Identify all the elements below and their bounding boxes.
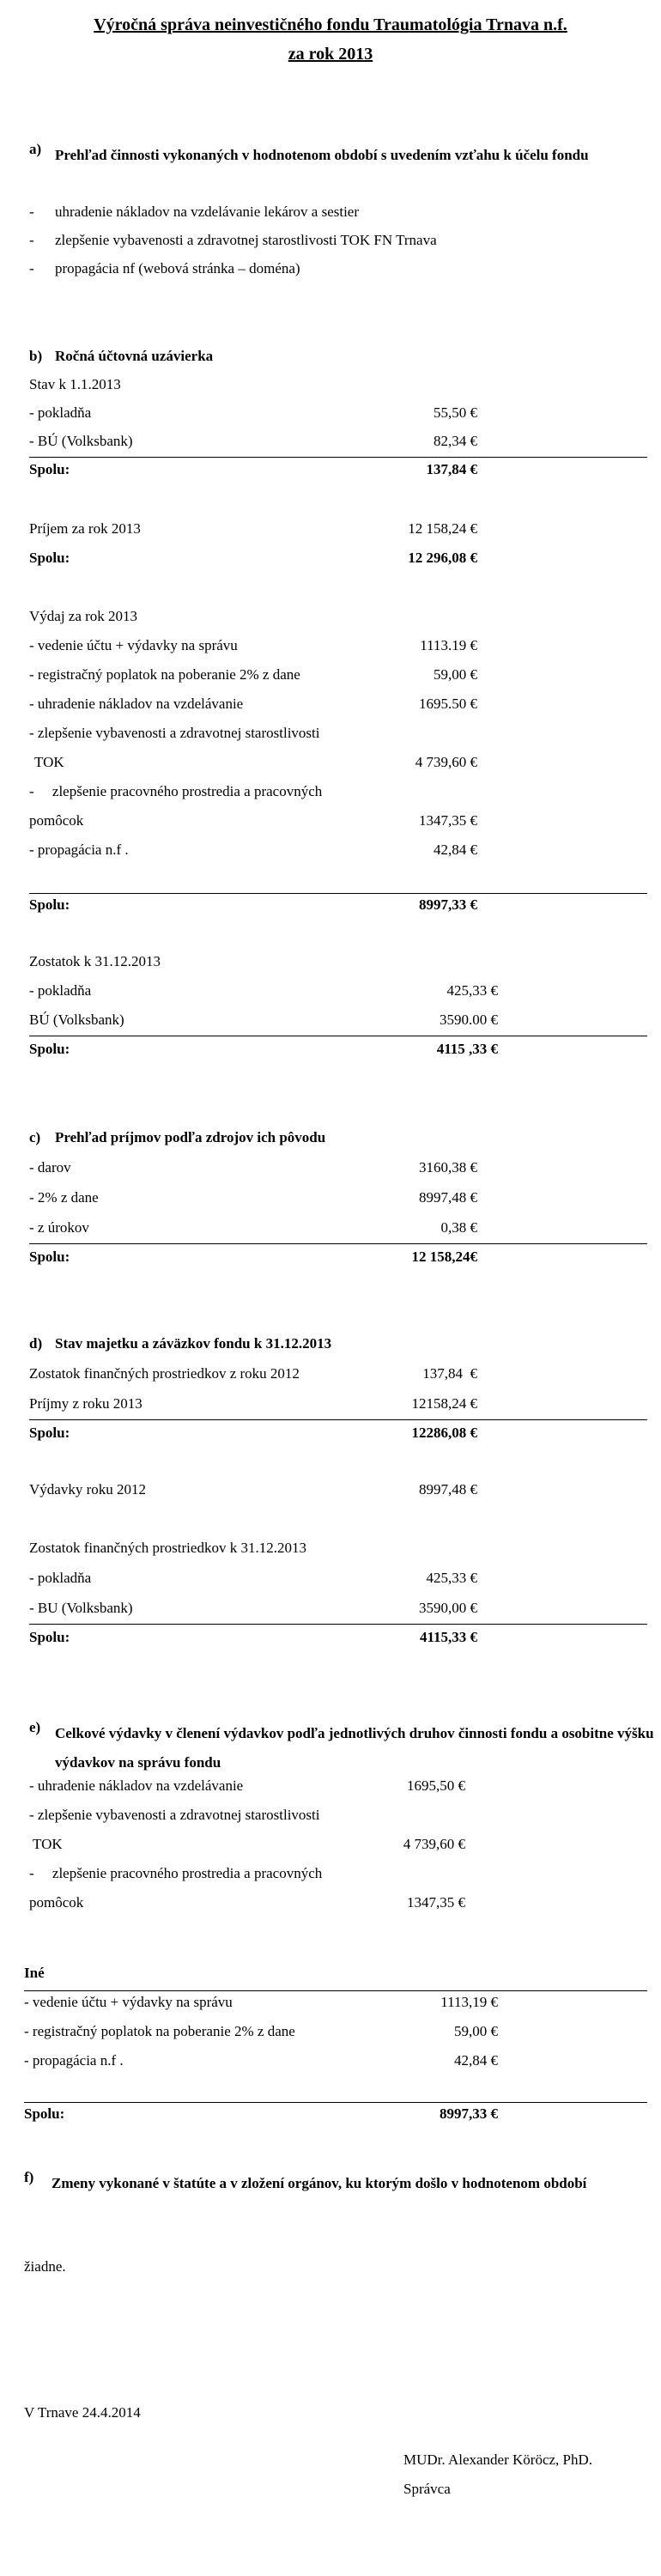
sec-c-letter: c) — [29, 1129, 41, 1145]
spolu-value: 4115 ,33 € — [436, 1041, 498, 1057]
sec-a-letter: a) — [29, 141, 42, 157]
row-label: - uhradenie nákladov na vzdelávanie — [29, 696, 244, 712]
row-value: 0,38 € — [440, 1219, 477, 1236]
row-label: - zlepšenie pracovného prostredia a pracovných — [29, 783, 323, 799]
bullet-dash: - — [29, 260, 34, 276]
sec-a-heading: Prehľad činnosti vykonaných v hodnotenom období s uvedením vzťahu k účelu fondu — [55, 147, 589, 163]
place-date: V Trnave 24.4.2014 — [24, 2404, 141, 2421]
row-label: - pokladňa — [29, 404, 92, 421]
signatory-role: Správca — [403, 2481, 451, 2497]
sec-b-vydaj-title: Výdaj za rok 2013 — [29, 608, 138, 624]
row-label: - registračný poplatok na poberanie 2% z dane — [29, 666, 300, 683]
sec-e-ine-title: Iné — [24, 1965, 45, 1981]
spolu-value: 8997,33 € — [440, 2105, 498, 2122]
spolu-label: Spolu: — [29, 1249, 70, 1265]
document-title-line2: za rok 2013 — [288, 45, 373, 64]
row-label: - 2% z dane — [29, 1189, 99, 1206]
spolu-label: Spolu: — [24, 2105, 65, 2122]
row-value: 4 739,60 € — [415, 754, 477, 770]
row-label: Výdavky roku 2012 — [29, 1481, 146, 1498]
spolu-value: 12286,08 € — [411, 1425, 477, 1441]
sec-b-heading: Ročná účtovná uzávierka — [55, 348, 214, 364]
divider — [29, 457, 647, 458]
row-value: 82,34 € — [434, 433, 477, 449]
spolu-value: 137,84 € — [426, 461, 477, 477]
row-value: 59,00 € — [434, 666, 477, 683]
row-label-cont: pomôcok — [29, 812, 84, 829]
row-label: - BÚ (Volksbank) — [29, 433, 133, 449]
row-label: Príjmy z roku 2013 — [29, 1395, 143, 1412]
spolu-value: 12 296,08 € — [408, 550, 477, 566]
row-label: - uhradenie nákladov na vzdelávanie — [29, 1777, 244, 1794]
row-value: 55,50 € — [434, 404, 477, 421]
signatory-name: MUDr. Alexander Köröcz, PhD. — [403, 2451, 593, 2468]
spolu-label: Spolu: — [29, 550, 70, 566]
sec-a-bullet: uhradenie nákladov na vzdelávanie lekárov a sestier — [55, 204, 360, 220]
row-value: 1347,35 € — [407, 1894, 465, 1911]
spolu-value: 12 158,24€ — [411, 1249, 477, 1265]
spolu-label: Spolu: — [29, 1041, 70, 1057]
spolu-label: Spolu: — [29, 461, 70, 477]
row-value: 12158,24 € — [411, 1395, 477, 1412]
row-value: 1113.19 € — [420, 637, 477, 653]
sec-f-text: žiadne. — [24, 2258, 66, 2275]
row-value: 59,00 € — [454, 2023, 498, 2039]
row-label: - propagácia n.f . — [29, 841, 129, 858]
sec-a-bullet: zlepšenie vybavenosti a zdravotnej starostlivosti TOK FN Trnava — [55, 232, 437, 248]
row-value: 1113,19 € — [440, 1994, 498, 2010]
row-value: 42,84 € — [454, 2052, 498, 2069]
row-label: - zlepšenie pracovného prostredia a pracovných — [29, 1865, 323, 1881]
row-value: 425,33 € — [426, 1570, 477, 1586]
divider — [24, 1990, 647, 1991]
row-value: 8997,48 € — [419, 1481, 477, 1498]
sec-b-stav: Stav k 1.1.2013 — [29, 376, 121, 392]
row-value: 12 158,24 € — [408, 520, 477, 537]
row-value: 8997,48 € — [419, 1189, 477, 1206]
divider — [29, 1624, 647, 1625]
row-label: BÚ (Volksbank) — [29, 1012, 124, 1028]
spolu-label: Spolu: — [29, 1629, 70, 1645]
row-label-cont: TOK — [34, 754, 64, 770]
sec-f-heading: Zmeny vykonané v štatúte a v zložení orgánov, ku ktorým došlo v hodnotenom období — [52, 2175, 587, 2191]
document-title-line1: Výročná správa neinvestičného fondu Traumatológia Trnava n.f. — [94, 15, 567, 34]
row-value: 42,84 € — [434, 841, 477, 858]
divider — [24, 2102, 647, 2103]
row-value: 3590,00 € — [419, 1600, 477, 1616]
row-label: - z úrokov — [29, 1219, 89, 1236]
sec-b-letter: b) — [29, 348, 43, 364]
row-label: Príjem za rok 2013 — [29, 520, 141, 537]
row-label: - pokladňa — [29, 982, 92, 999]
row-label-cont: TOK — [33, 1836, 63, 1852]
sec-c-heading: Prehľad príjmov podľa zdrojov ich pôvodu — [55, 1129, 326, 1145]
row-label: - vedenie účtu + výdavky na správu — [29, 637, 238, 653]
row-value: 1347,35 € — [419, 812, 477, 829]
divider — [29, 1243, 647, 1244]
sec-d-letter: d) — [29, 1335, 43, 1352]
sec-d-heading: Stav majetku a záväzkov fondu k 31.12.2013 — [55, 1335, 332, 1352]
bullet-dash: - — [29, 204, 34, 220]
row-value: 3160,38 € — [419, 1159, 477, 1176]
row-value: 3590.00 € — [440, 1012, 498, 1028]
row-label: - darov — [29, 1159, 71, 1176]
row-label: - zlepšenie vybavenosti a zdravotnej starostlivosti — [29, 725, 320, 741]
row-label: - vedenie účtu + výdavky na správu — [24, 1994, 233, 2010]
row-value: 137,84 € — [422, 1365, 477, 1382]
row-label: - zlepšenie vybavenosti a zdravotnej starostlivosti — [29, 1807, 320, 1823]
sec-e-heading: Celkové výdavky v členení výdavkov podľa jednotlivých druhov činnosti fondu a osobitne výšku výdavkov na správu fondu — [55, 1725, 654, 1771]
row-value: 1695.50 € — [419, 696, 477, 712]
row-label: Zostatok finančných prostriedkov z roku 2012 — [29, 1365, 300, 1382]
spolu-label: Spolu: — [29, 1425, 70, 1441]
spolu-value: 8997,33 € — [419, 896, 477, 913]
sec-a-bullet: propagácia nf (webová stránka – doména) — [55, 260, 300, 276]
sec-f-letter: f) — [24, 2169, 34, 2185]
row-label: - registračný poplatok na poberanie 2% z dane — [24, 2023, 295, 2039]
row-value: 1695,50 € — [407, 1777, 465, 1794]
sec-e-letter: e) — [29, 1719, 41, 1735]
divider — [29, 893, 647, 894]
row-label-cont: pomôcok — [29, 1894, 84, 1911]
divider — [29, 1419, 647, 1420]
sec-b-zostatok-title: Zostatok k 31.12.2013 — [29, 953, 161, 969]
row-label: - BU (Volksbank) — [29, 1600, 133, 1616]
bullet-dash: - — [29, 232, 34, 248]
row-label: - propagácia n.f . — [24, 2052, 124, 2069]
sec-d-zostatok-title: Zostatok finančných prostriedkov k 31.12.2013 — [29, 1540, 306, 1556]
spolu-value: 4115,33 € — [419, 1629, 477, 1645]
row-value: 425,33 € — [446, 982, 498, 999]
spolu-label: Spolu: — [29, 896, 70, 913]
row-label: - pokladňa — [29, 1570, 92, 1586]
row-value: 4 739,60 € — [403, 1836, 465, 1852]
